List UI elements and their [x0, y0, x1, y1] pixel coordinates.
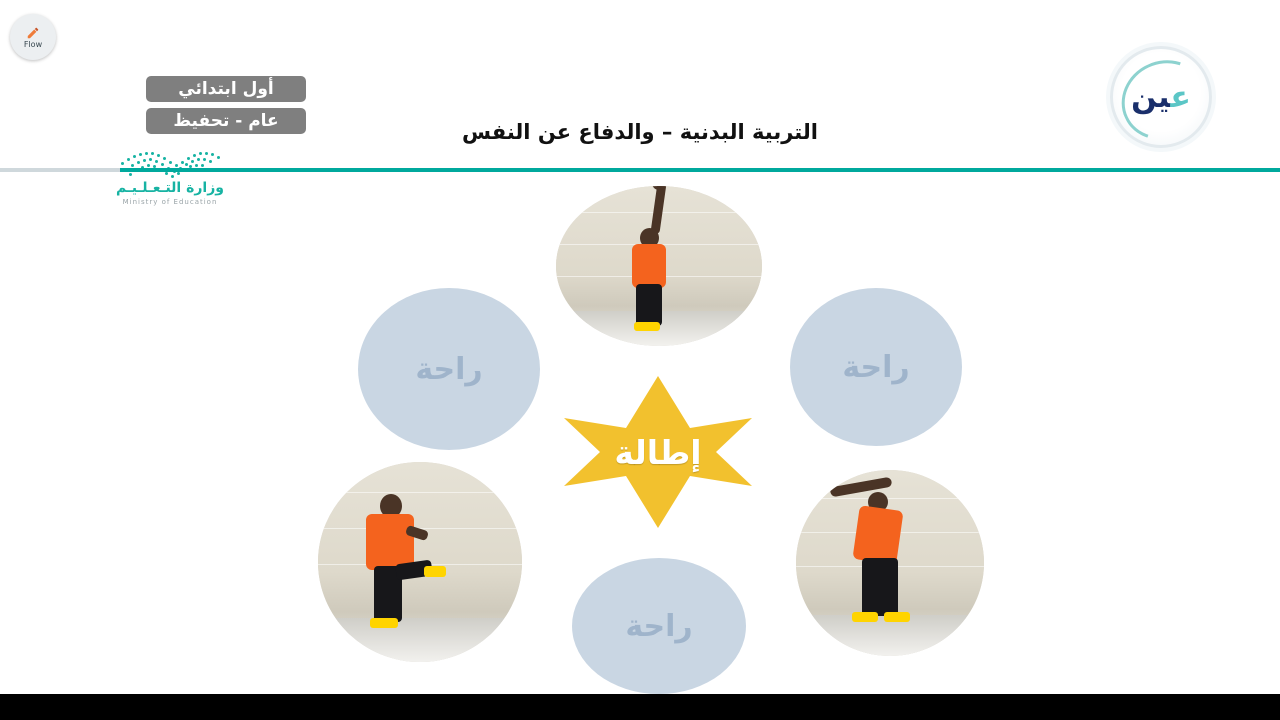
- ien-logo: [1110, 46, 1212, 148]
- page-title: التربية البدنية – والدفاع عن النفس: [462, 120, 818, 144]
- rest-node-left-label: راحة: [415, 351, 483, 387]
- ministry-logo-pattern: [115, 150, 225, 178]
- ministry-name-ar: وزارة التـعـلـيـم: [116, 180, 224, 196]
- ien-logo-text-main: ع: [1170, 79, 1191, 115]
- chip-grade: أول ابتدائي: [146, 76, 306, 102]
- photo-overhead-stretch: [556, 186, 762, 346]
- photo-side-bend-stretch: [796, 470, 984, 656]
- ien-logo-text-rest: ين: [1131, 79, 1171, 115]
- flow-badge[interactable]: [10, 14, 56, 60]
- photo-knee-raise-stretch: [318, 462, 522, 662]
- flow-label: Flow: [23, 40, 43, 49]
- center-star-node: [540, 372, 776, 532]
- header-divider: [0, 168, 1280, 172]
- letterbox-bottom: [0, 694, 1280, 720]
- rest-node-bottom: [572, 558, 746, 694]
- star-label: إطالة: [614, 432, 702, 472]
- rest-node-right: [790, 288, 962, 446]
- ministry-logo: [100, 148, 240, 234]
- chip-track: عام - تحفيظ: [146, 108, 306, 134]
- rest-node-right-label: راحة: [842, 349, 910, 385]
- header-divider-left: [0, 168, 120, 172]
- ministry-name-en: Ministry of Education: [122, 198, 218, 206]
- rest-node-bottom-label: راحة: [625, 608, 693, 644]
- pencil-icon: [26, 25, 40, 39]
- rest-node-left: [358, 288, 540, 450]
